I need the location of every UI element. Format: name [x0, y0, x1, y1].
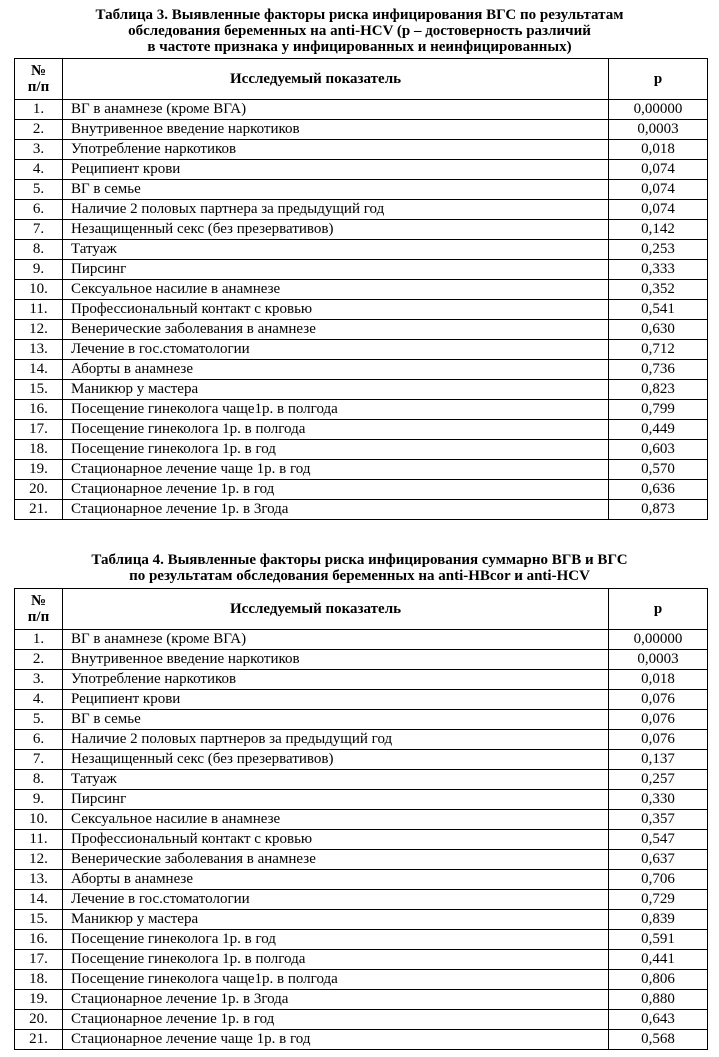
row-number: 13.	[15, 340, 63, 360]
row-number: 11.	[15, 300, 63, 320]
table-row	[15, 140, 708, 160]
row-number: 6.	[15, 200, 63, 220]
table-row	[15, 340, 708, 360]
table4-caption	[0, 552, 719, 584]
row-p-value: 0,880	[609, 990, 708, 1010]
row-p-value: 0,330	[609, 790, 708, 810]
row-indicator: Наличие 2 половых партнеров за предыдущий год	[63, 730, 609, 750]
row-indicator: Профессиональный контакт с кровью	[63, 830, 609, 850]
row-p-value: 0,839	[609, 910, 708, 930]
table3-caption-line: Таблица 3. Выявленные факторы риска инфицирования ВГС по результатам	[95, 7, 624, 23]
table-row	[15, 1030, 708, 1050]
table-row	[15, 730, 708, 750]
table-row	[15, 970, 708, 990]
row-p-value: 0,352	[609, 280, 708, 300]
row-number: 14.	[15, 890, 63, 910]
table3-caption-line: обследования беременных на anti-HCV (p – достоверность различий	[128, 23, 591, 39]
row-indicator: Стационарное лечение 1р. в год	[63, 1010, 609, 1030]
row-number: 4.	[15, 160, 63, 180]
row-indicator: Татуаж	[63, 770, 609, 790]
row-number: 2.	[15, 650, 63, 670]
row-indicator: Сексуальное насилие в анамнезе	[63, 810, 609, 830]
table-row	[15, 950, 708, 970]
table-row	[15, 890, 708, 910]
table-row	[15, 440, 708, 460]
header-number-abbrev: п/п	[27, 79, 50, 95]
table-row	[15, 630, 708, 650]
row-indicator: Лечение в гос.стоматологии	[63, 340, 609, 360]
row-indicator: ВГ в семье	[63, 180, 609, 200]
table4-header-number	[15, 589, 63, 630]
table-row	[15, 790, 708, 810]
row-p-value: 0,0003	[609, 120, 708, 140]
table4	[14, 588, 708, 1050]
row-indicator: Посещение гинеколога 1р. в год	[63, 930, 609, 950]
row-number: 5.	[15, 710, 63, 730]
table-row	[15, 420, 708, 440]
row-indicator: Стационарное лечение 1р. в 3года	[63, 990, 609, 1010]
table-row	[15, 710, 708, 730]
row-indicator: Маникюр у мастера	[63, 910, 609, 930]
row-p-value: 0,076	[609, 710, 708, 730]
row-p-value: 0,076	[609, 730, 708, 750]
row-p-value: 0,591	[609, 930, 708, 950]
row-number: 9.	[15, 260, 63, 280]
table-row	[15, 810, 708, 830]
table-row	[15, 870, 708, 890]
row-number: 6.	[15, 730, 63, 750]
table-row	[15, 320, 708, 340]
row-number: 15.	[15, 910, 63, 930]
row-indicator: Пирсинг	[63, 260, 609, 280]
row-p-value: 0,823	[609, 380, 708, 400]
row-number: 7.	[15, 220, 63, 240]
row-number: 3.	[15, 140, 63, 160]
row-p-value: 0,541	[609, 300, 708, 320]
table4-header-p: p	[609, 589, 708, 630]
row-number: 8.	[15, 770, 63, 790]
row-p-value: 0,074	[609, 180, 708, 200]
row-number: 9.	[15, 790, 63, 810]
row-number: 3.	[15, 670, 63, 690]
table-row	[15, 850, 708, 870]
row-p-value: 0,547	[609, 830, 708, 850]
row-number: 11.	[15, 830, 63, 850]
header-number-symbol: №	[30, 593, 47, 609]
row-indicator: Стационарное лечение чаще 1р. в год	[63, 1030, 609, 1050]
row-indicator: Незащищенный секс (без презервативов)	[63, 750, 609, 770]
row-indicator: Венерические заболевания в анамнезе	[63, 850, 609, 870]
row-indicator: Стационарное лечение 1р. в год	[63, 480, 609, 500]
row-indicator: Реципиент крови	[63, 160, 609, 180]
row-p-value: 0,570	[609, 460, 708, 480]
row-indicator: Посещение гинеколога 1р. в полгода	[63, 950, 609, 970]
table-row	[15, 460, 708, 480]
row-p-value: 0,441	[609, 950, 708, 970]
row-number: 7.	[15, 750, 63, 770]
table4-header-indicator: Исследуемый показатель	[63, 589, 609, 630]
table4-caption-line: по результатам обследования беременных на anti-HBcor и anti-HCV	[129, 568, 590, 584]
row-number: 16.	[15, 930, 63, 950]
table-row	[15, 380, 708, 400]
row-number: 17.	[15, 420, 63, 440]
row-number: 13.	[15, 870, 63, 890]
row-p-value: 0,873	[609, 500, 708, 520]
row-number: 10.	[15, 280, 63, 300]
row-number: 1.	[15, 630, 63, 650]
row-indicator: Пирсинг	[63, 790, 609, 810]
row-number: 16.	[15, 400, 63, 420]
row-p-value: 0,018	[609, 140, 708, 160]
table-row	[15, 930, 708, 950]
table-row	[15, 500, 708, 520]
row-p-value: 0,074	[609, 160, 708, 180]
row-p-value: 0,729	[609, 890, 708, 910]
row-indicator: ВГ в анамнезе (кроме ВГА)	[63, 100, 609, 120]
row-indicator: ВГ в семье	[63, 710, 609, 730]
table-row	[15, 100, 708, 120]
row-number: 1.	[15, 100, 63, 120]
table-row	[15, 990, 708, 1010]
row-number: 8.	[15, 240, 63, 260]
row-indicator: Стационарное лечение 1р. в 3года	[63, 500, 609, 520]
row-p-value: 0,636	[609, 480, 708, 500]
row-indicator: Посещение гинеколога 1р. в год	[63, 440, 609, 460]
header-number-symbol: №	[30, 63, 47, 79]
row-indicator: Маникюр у мастера	[63, 380, 609, 400]
row-p-value: 0,0003	[609, 650, 708, 670]
row-indicator: Аборты в анамнезе	[63, 870, 609, 890]
row-number: 21.	[15, 500, 63, 520]
row-indicator: Посещение гинеколога чаще1р. в полгода	[63, 400, 609, 420]
row-indicator: Аборты в анамнезе	[63, 360, 609, 380]
table3-header-p: p	[609, 59, 708, 100]
table-row	[15, 280, 708, 300]
row-number: 18.	[15, 440, 63, 460]
row-p-value: 0,357	[609, 810, 708, 830]
table-row	[15, 260, 708, 280]
table3-header-number	[15, 59, 63, 100]
row-p-value: 0,257	[609, 770, 708, 790]
row-p-value: 0,630	[609, 320, 708, 340]
row-p-value: 0,603	[609, 440, 708, 460]
row-indicator: Внутривенное введение наркотиков	[63, 650, 609, 670]
row-p-value: 0,00000	[609, 630, 708, 650]
row-number: 18.	[15, 970, 63, 990]
row-p-value: 0,018	[609, 670, 708, 690]
row-indicator: Посещение гинеколога 1р. в полгода	[63, 420, 609, 440]
table-row	[15, 770, 708, 790]
row-indicator: Стационарное лечение чаще 1р. в год	[63, 460, 609, 480]
row-p-value: 0,074	[609, 200, 708, 220]
header-number-abbrev: п/п	[27, 609, 50, 625]
row-indicator: Лечение в гос.стоматологии	[63, 890, 609, 910]
row-number: 17.	[15, 950, 63, 970]
row-indicator: Татуаж	[63, 240, 609, 260]
row-p-value: 0,806	[609, 970, 708, 990]
table-row	[15, 690, 708, 710]
row-p-value: 0,076	[609, 690, 708, 710]
row-number: 19.	[15, 990, 63, 1010]
row-indicator: Венерические заболевания в анамнезе	[63, 320, 609, 340]
row-indicator: Внутривенное введение наркотиков	[63, 120, 609, 140]
table-row	[15, 400, 708, 420]
table3	[14, 58, 708, 520]
row-number: 4.	[15, 690, 63, 710]
table-row	[15, 480, 708, 500]
row-number: 2.	[15, 120, 63, 140]
row-indicator: Наличие 2 половых партнера за предыдущий год	[63, 200, 609, 220]
row-p-value: 0,712	[609, 340, 708, 360]
row-indicator: Реципиент крови	[63, 690, 609, 710]
table-row	[15, 830, 708, 850]
row-indicator: Незащищенный секс (без презервативов)	[63, 220, 609, 240]
row-indicator: Употребление наркотиков	[63, 140, 609, 160]
table4-caption-line: Таблица 4. Выявленные факторы риска инфицирования суммарно ВГВ и ВГС	[91, 552, 628, 568]
row-number: 5.	[15, 180, 63, 200]
row-p-value: 0,637	[609, 850, 708, 870]
row-number: 12.	[15, 850, 63, 870]
table-row	[15, 650, 708, 670]
table3-body	[15, 100, 708, 520]
table-row	[15, 180, 708, 200]
table3-caption	[0, 7, 719, 55]
row-p-value: 0,706	[609, 870, 708, 890]
row-p-value: 0,333	[609, 260, 708, 280]
row-number: 20.	[15, 480, 63, 500]
row-p-value: 0,137	[609, 750, 708, 770]
table-row	[15, 200, 708, 220]
table-row	[15, 1010, 708, 1030]
table-row	[15, 910, 708, 930]
table-row	[15, 300, 708, 320]
table-row	[15, 670, 708, 690]
table-row	[15, 220, 708, 240]
row-number: 12.	[15, 320, 63, 340]
table3-header-row	[15, 59, 708, 100]
row-indicator: Сексуальное насилие в анамнезе	[63, 280, 609, 300]
row-indicator: Посещение гинеколога чаще1р. в полгода	[63, 970, 609, 990]
table-row	[15, 120, 708, 140]
row-number: 19.	[15, 460, 63, 480]
table4-header-row	[15, 589, 708, 630]
table-row	[15, 360, 708, 380]
row-p-value: 0,736	[609, 360, 708, 380]
row-p-value: 0,799	[609, 400, 708, 420]
row-p-value: 0,00000	[609, 100, 708, 120]
row-number: 14.	[15, 360, 63, 380]
row-p-value: 0,142	[609, 220, 708, 240]
row-number: 21.	[15, 1030, 63, 1050]
table3-caption-line: в частоте признака у инфицированных и неинфицированных)	[147, 39, 572, 55]
row-indicator: ВГ в анамнезе (кроме ВГА)	[63, 630, 609, 650]
table-row	[15, 160, 708, 180]
row-p-value: 0,568	[609, 1030, 708, 1050]
row-p-value: 0,253	[609, 240, 708, 260]
table3-header-indicator: Исследуемый показатель	[63, 59, 609, 100]
table4-body	[15, 630, 708, 1050]
row-indicator: Профессиональный контакт с кровью	[63, 300, 609, 320]
table-row	[15, 750, 708, 770]
row-p-value: 0,449	[609, 420, 708, 440]
row-p-value: 0,643	[609, 1010, 708, 1030]
table-row	[15, 240, 708, 260]
row-indicator: Употребление наркотиков	[63, 670, 609, 690]
row-number: 10.	[15, 810, 63, 830]
row-number: 20.	[15, 1010, 63, 1030]
row-number: 15.	[15, 380, 63, 400]
